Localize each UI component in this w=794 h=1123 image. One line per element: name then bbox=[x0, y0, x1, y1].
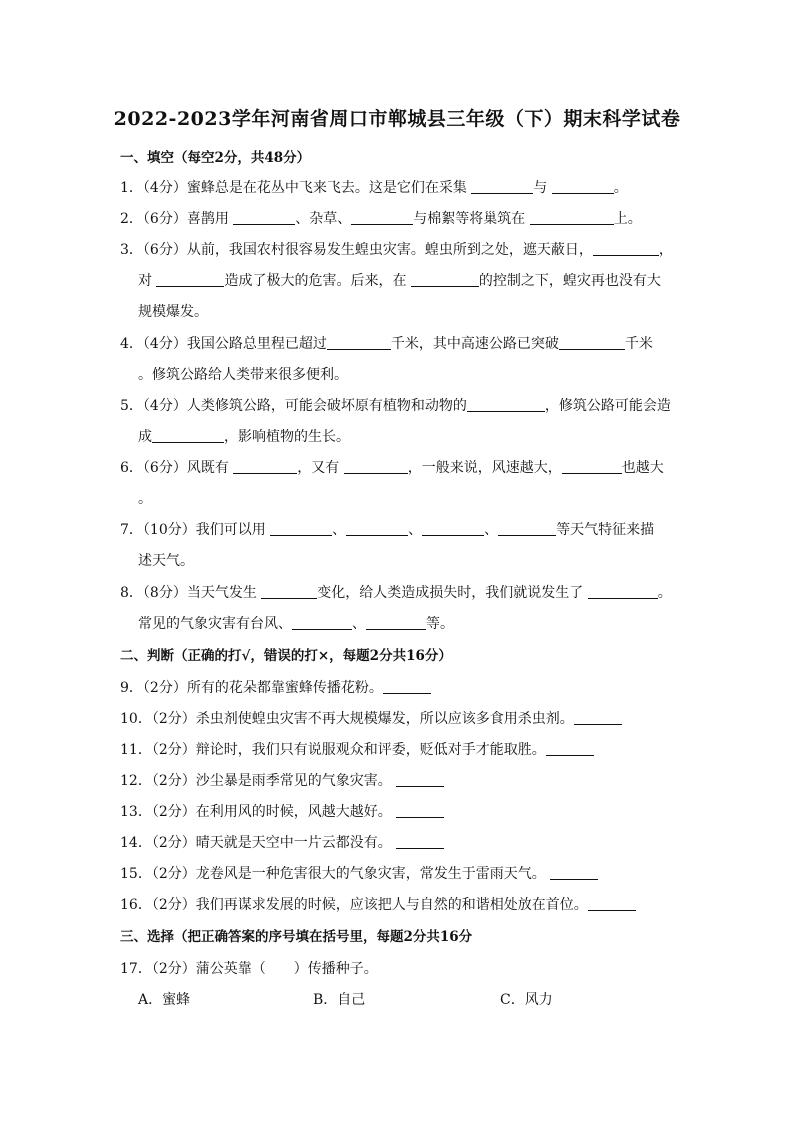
question-9: 9．（2分）所有的花朵都靠蜜蜂传播花粉。 bbox=[120, 677, 431, 697]
answer-blank[interactable] bbox=[562, 459, 622, 474]
answer-blank[interactable] bbox=[552, 179, 614, 194]
answer-blank[interactable] bbox=[530, 210, 614, 225]
question-8: 8．（8分）当天气发生 变化，给人类造成损失时，我们就说发生了 。 bbox=[120, 585, 672, 601]
answer-blank[interactable] bbox=[550, 865, 598, 880]
question-1: 1．（4分）蜜蜂总是在花丛中飞来飞去。这是它们在采集 与 。 bbox=[120, 180, 628, 196]
answer-blank[interactable] bbox=[546, 741, 594, 756]
answer-blank[interactable] bbox=[156, 272, 224, 287]
question-12: 12．（2分）沙尘暴是雨季常见的气象灾害。 bbox=[120, 770, 444, 790]
question-16: 16．（2分）我们再谋求发展的时候，应该把人与自然的和谐相处放在首位。 bbox=[120, 894, 636, 914]
answer-blank[interactable] bbox=[292, 615, 352, 630]
question-10: 10．（2分）杀虫剂使蝗虫灾害不再大规模爆发，所以应该多食用杀虫剂。 bbox=[120, 708, 622, 728]
question-5: 5．（4分）人类修筑公路，可能会破坏原有植物和动物的 ，修筑公路可能会造 bbox=[120, 398, 671, 414]
question-3-line-3: 规模爆发。 bbox=[138, 304, 208, 320]
answer-blank[interactable] bbox=[396, 803, 444, 818]
answer-blank[interactable] bbox=[344, 459, 408, 474]
answer-blank[interactable] bbox=[396, 772, 444, 787]
answer-blank[interactable] bbox=[152, 428, 224, 443]
question-3: 3．（6分）从前，我国农村很容易发生蝗虫灾害。蝗虫所到之处，遮天蔽日， ， bbox=[120, 242, 673, 258]
question-4: 4．（4分）我国公路总里程已超过 千米，其中高速公路已突破 千米 bbox=[120, 336, 653, 352]
question-7-line-2: 述天气。 bbox=[138, 553, 194, 569]
answer-blank[interactable] bbox=[471, 179, 533, 194]
answer-blank[interactable] bbox=[411, 272, 479, 287]
section-fill-in-heading: 一、填空（每空2分，共48分） bbox=[120, 150, 311, 166]
question-8-line-2: 常见的气象灾害有台风、 、 等。 bbox=[138, 616, 454, 632]
question-15: 15．（2分）龙卷风是一种危害很大的气象灾害，常发生于雷雨天气。 bbox=[120, 863, 598, 883]
answer-blank[interactable] bbox=[593, 241, 659, 256]
question-3-line-2: 对 造成了极大的危害。后来，在 的控制之下，蝗灾再也没有大 bbox=[138, 273, 661, 289]
question-2: 2．（6分）喜鹊用 、杂草、 与棉絮等将巢筑在 上。 bbox=[120, 211, 642, 227]
question-6-line-2: 。 bbox=[138, 491, 152, 507]
option-a[interactable]: A．蜜蜂 bbox=[138, 992, 191, 1008]
answer-blank[interactable] bbox=[574, 710, 622, 725]
answer-blank[interactable] bbox=[588, 896, 636, 911]
answer-blank[interactable] bbox=[559, 335, 625, 350]
answer-blank[interactable] bbox=[346, 521, 408, 536]
question-7: 7．（10分）我们可以用 、 、 、 等天气特征来描 bbox=[120, 522, 655, 538]
answer-blank[interactable] bbox=[233, 210, 295, 225]
option-b[interactable]: B．自己 bbox=[313, 992, 366, 1008]
answer-blank[interactable] bbox=[270, 521, 332, 536]
question-11: 11．（2分）辩论时，我们只有说服观众和评委，贬低对手才能取胜。 bbox=[120, 739, 594, 759]
section-choice-heading: 三、选择（把正确答案的序号填在括号里，每题2分共16分 bbox=[120, 929, 473, 945]
answer-blank[interactable] bbox=[498, 521, 556, 536]
answer-blank[interactable] bbox=[383, 679, 431, 694]
section-judge-heading: 二、判断（正确的打√，错误的打×，每题2分共16分） bbox=[120, 648, 452, 664]
option-c[interactable]: C．风力 bbox=[500, 992, 553, 1008]
answer-blank[interactable] bbox=[467, 397, 545, 412]
question-14: 14．（2分）晴天就是天空中一片云都没有。 bbox=[120, 832, 444, 852]
answer-blank[interactable] bbox=[351, 210, 413, 225]
question-5-line-2: 成 ，影响植物的生长。 bbox=[138, 429, 350, 445]
question-6: 6．（6分）风既有 ，又有 ，一般来说，风速越大， 也越大 bbox=[120, 460, 664, 476]
question-17: 17．（2分）蒲公英靠（ ）传播种子。 bbox=[120, 961, 378, 977]
exam-title: 2022-2023学年河南省周口市郸城县三年级（下）期末科学试卷 bbox=[113, 108, 681, 130]
question-13: 13．（2分）在利用风的时候，风越大越好。 bbox=[120, 801, 444, 821]
question-4-line-2: 。修筑公路给人类带来很多便利。 bbox=[138, 367, 348, 383]
answer-blank[interactable] bbox=[261, 584, 317, 599]
answer-blank[interactable] bbox=[327, 335, 391, 350]
answer-blank[interactable] bbox=[366, 615, 426, 630]
answer-blank[interactable] bbox=[422, 521, 484, 536]
answer-blank[interactable] bbox=[233, 459, 297, 474]
answer-blank[interactable] bbox=[588, 584, 658, 599]
answer-blank[interactable] bbox=[396, 834, 444, 849]
